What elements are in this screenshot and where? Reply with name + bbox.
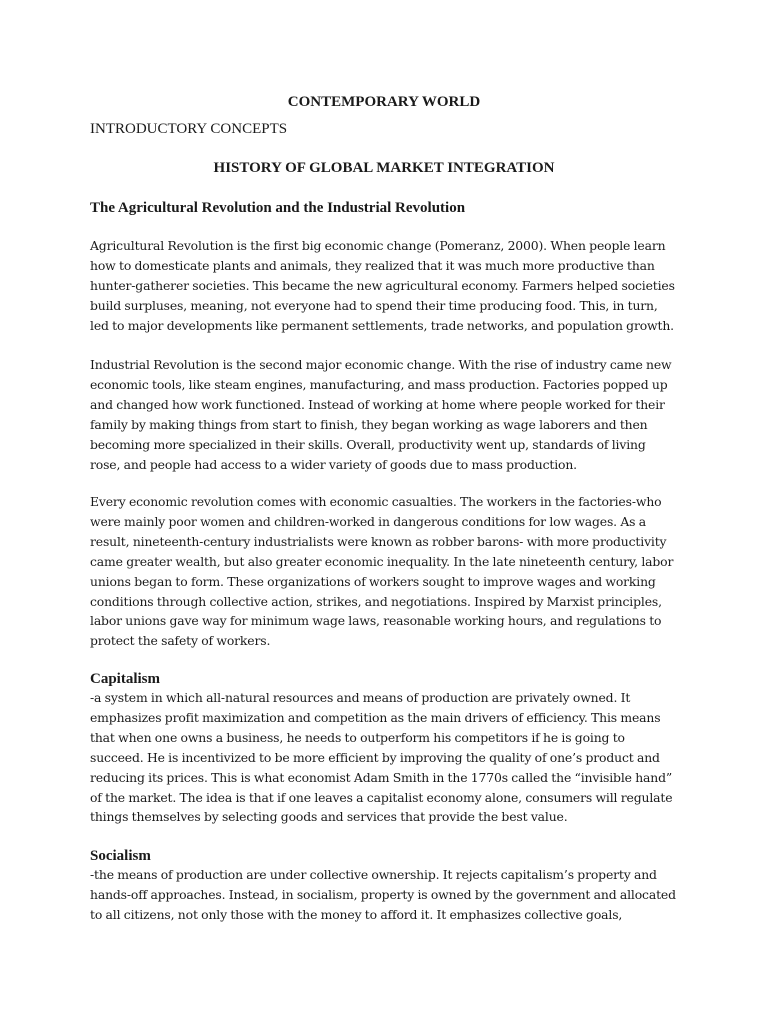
section-title: HISTORY OF GLOBAL MARKET INTEGRATION xyxy=(213,160,555,176)
heading-capitalism: Capitalism xyxy=(90,671,161,687)
text-line: how to domesticate plants and animals, they realized that it was much more productive than xyxy=(90,257,655,273)
paragraph-industrial-revolution xyxy=(90,355,690,474)
text-line: things themselves by selecting goods and services that provide the best value. xyxy=(90,809,568,825)
text-line: protect the safety of workers. xyxy=(90,633,271,649)
text-line: unions began to form. These organizations of workers sought to improve wages and working xyxy=(90,573,656,589)
text-line: -a system in which all-natural resources and means of production are privately owned. It xyxy=(90,690,631,705)
text-line: hands-off approaches. Instead, in socialism, property is owned by the government and allocated xyxy=(90,886,676,902)
text-line: rose, and people had access to a wider variety of goods due to mass production. xyxy=(90,456,577,472)
text-line: build surpluses, meaning, not everyone had to spend their time producing food. This, in turn, xyxy=(90,297,658,313)
text-line: -the means of production are under collective ownership. It rejects capitalism’s property and xyxy=(90,867,657,882)
paragraph-capitalism xyxy=(90,688,690,827)
heading-socialism: Socialism xyxy=(90,848,151,864)
paragraph-socialism xyxy=(90,865,690,925)
text-line: Industrial Revolution is the second major economic change. With the rise of industry came new xyxy=(90,357,672,372)
text-line: succeed. He is incentivized to be more efficient by improving the quality of one’s product and xyxy=(90,749,660,765)
text-line: result, nineteenth-century industrialists were known as robber barons- with more productivity xyxy=(90,533,667,549)
text-line: emphasizes profit maximization and competition as the main drivers of efficiency. This means xyxy=(90,709,661,725)
document-title: CONTEMPORARY WORLD xyxy=(287,94,481,110)
text-line: labor unions gave way for minimum wage laws, reasonable working hours, and regulations to xyxy=(90,613,662,629)
document-subtitle: INTRODUCTORY CONCEPTS xyxy=(90,121,288,137)
text-line: becoming more specialized in their skills. Overall, productivity went up, standards of living xyxy=(90,436,646,452)
text-line: reducing its prices. This is what economist Adam Smith in the 1770s called the “invisible hand” xyxy=(90,769,673,785)
text-line: family by making things from start to finish, they began working as wage laborers and then xyxy=(90,416,648,432)
text-line: economic tools, like steam engines, manufacturing, and mass production. Factories popped up xyxy=(90,376,668,392)
text-line: that when one owns a business, he needs to outperform his competitors if he is going to xyxy=(90,729,625,745)
text-line: came greater wealth, but also greater economic inequality. In the late nineteenth century, labor xyxy=(90,553,674,569)
paragraph-agricultural-revolution xyxy=(90,236,690,336)
text-line: Agricultural Revolution is the first big economic change (Pomeranz, 2000). When people learn xyxy=(90,238,666,253)
paragraph-economic-casualties xyxy=(90,492,690,651)
text-line: to all citizens, not only those with the money to afford it. It emphasizes collective goals, xyxy=(90,906,623,922)
text-line: hunter-gatherer societies. This became the new agricultural economy. Farmers helped societies xyxy=(90,277,675,293)
text-line: Every economic revolution comes with economic casualties. The workers in the factories-who xyxy=(90,494,662,509)
text-line: of the market. The idea is that if one leaves a capitalist economy alone, consumers will regulate xyxy=(90,789,673,805)
text-line: led to major developments like permanent settlements, trade networks, and population growth. xyxy=(90,317,674,333)
text-line: and changed how work functioned. Instead of working at home where people worked for their xyxy=(90,396,665,412)
text-line: were mainly poor women and children-worked in dangerous conditions for low wages. As a xyxy=(90,513,646,529)
text-line: conditions through collective action, strikes, and negotiations. Inspired by Marxist principles, xyxy=(90,593,662,609)
heading-agricultural-industrial: The Agricultural Revolution and the Industrial Revolution xyxy=(90,200,466,216)
